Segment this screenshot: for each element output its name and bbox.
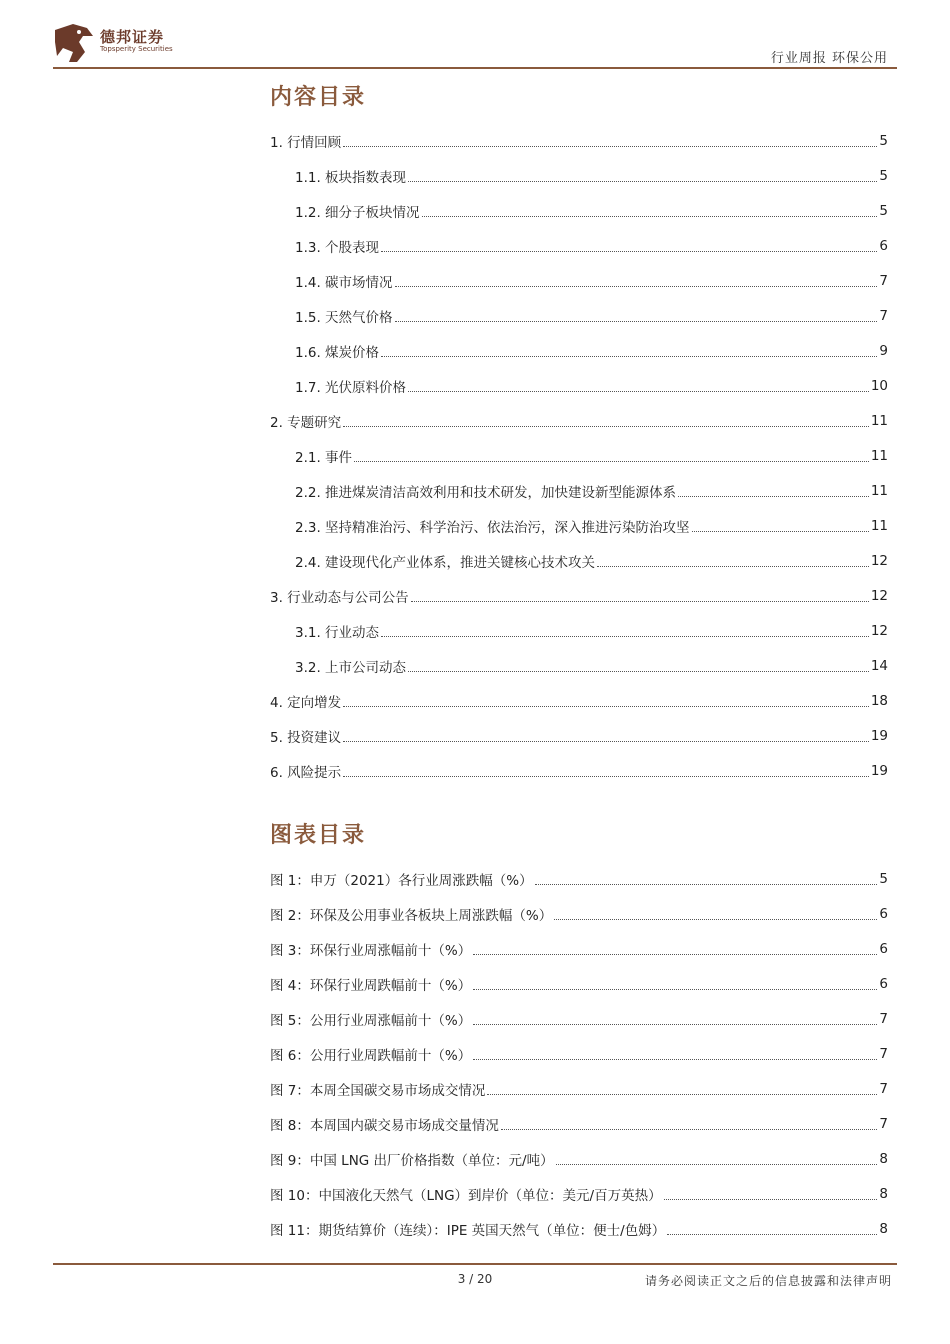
toc-entry-page: 14 [870,657,888,674]
dot-leader [381,635,869,637]
toc-entry[interactable] [270,158,888,193]
figure-entry-page: 6 [879,975,888,992]
figure-entry-page: 7 [879,1080,888,1097]
figure-entry[interactable] [270,861,888,896]
toc-entry[interactable] [270,578,888,613]
dot-leader [395,285,878,287]
footer-divider [53,1263,897,1265]
dot-leader [343,705,869,707]
toc-entry[interactable] [270,753,888,788]
dot-leader [473,953,877,955]
toc-entry-page: 11 [870,482,888,499]
toc-entry-label: 2.3. 坚持精准治污、科学治污、依法治污，深入推进污染防治攻坚 [295,519,690,536]
toc-entry[interactable] [270,298,888,333]
toc-entry-label: 1.7. 光伏原料价格 [295,379,407,396]
report-type: 行业周报 环保公用 [770,51,888,66]
figure-entry-label: 图 7：本周全国碳交易市场成交情况 [270,1082,486,1099]
dot-leader [381,355,877,357]
toc-entry-label: 2.1. 事件 [295,449,353,466]
dragon-logo-icon [53,22,95,64]
figure-entry-page: 7 [879,1115,888,1132]
toc-entry-page: 5 [879,132,888,149]
figure-entry-page: 8 [879,1150,888,1167]
figure-entry[interactable] [270,931,888,966]
toc-entry-page: 10 [870,377,888,394]
toc-entry[interactable] [270,333,888,368]
toc-entry-page: 7 [879,307,888,324]
toc-entry-page: 5 [879,202,888,219]
toc-entry-page: 12 [870,587,888,604]
dot-leader [343,740,869,742]
toc-entry-label: 1.4. 碳市场情况 [295,274,393,291]
figure-entry-page: 6 [879,940,888,957]
header-divider [53,67,897,69]
toc-entry-page: 12 [870,622,888,639]
figure-entry[interactable] [270,1106,888,1141]
dot-leader [473,1058,877,1060]
toc-entry-label: 3.1. 行业动态 [295,624,380,641]
toc-entry-page: 9 [879,342,888,359]
figure-entry-label: 图 2：环保及公用事业各板块上周涨跌幅（%） [270,907,553,924]
figure-entry-label: 图 4：环保行业周跌幅前十（%） [270,977,472,994]
toc-entry[interactable] [270,683,888,718]
dot-leader [411,600,869,602]
figure-entry[interactable] [270,1036,888,1071]
figure-entry-page: 8 [879,1185,888,1202]
toc-entry-label: 2.4. 建设现代化产业体系，推进关键核心技术攻关 [295,554,596,571]
dot-leader [473,1023,877,1025]
dot-leader [692,530,869,532]
figure-entry-label: 图 8：本周国内碳交易市场成交量情况 [270,1117,499,1134]
dot-leader [535,883,878,885]
toc-entry-label: 1.3. 个股表现 [295,239,380,256]
figure-entry-label: 图 3：环保行业周涨幅前十（%） [270,942,472,959]
figure-entry[interactable] [270,896,888,931]
list-of-figures [270,861,888,1246]
figure-entry-label: 图 11：期货结算价（连续）：IPE 英国天然气（单位：便士/色姆） [270,1222,666,1239]
toc-entry-page: 18 [870,692,888,709]
logo-text: 德邦证券 [100,28,165,46]
page-header [0,0,950,72]
dot-leader [473,988,877,990]
figures-title: 图表目录 [270,822,367,848]
toc-entry-page: 6 [879,237,888,254]
figure-entry[interactable] [270,1071,888,1106]
toc-entry[interactable] [270,403,888,438]
figure-entry-page: 5 [879,870,888,887]
toc-entry[interactable] [270,613,888,648]
dot-leader [597,565,869,567]
dot-leader [354,460,869,462]
toc-entry-label: 2. 专题研究 [270,414,342,431]
figure-entry[interactable] [270,1001,888,1036]
toc-entry-page: 19 [870,727,888,744]
dot-leader [343,425,869,427]
dot-leader [664,1198,878,1200]
toc-entry-page: 11 [870,447,888,464]
toc-entry[interactable] [270,718,888,753]
toc-entry-page: 12 [870,552,888,569]
toc-entry-page: 5 [879,167,888,184]
toc-entry-label: 1.5. 天然气价格 [295,309,393,326]
toc-entry[interactable] [270,438,888,473]
figure-entry-label: 图 10：中国液化天然气（LNG）到岸价（单位：美元/百万英热） [270,1187,662,1204]
toc-entry-label: 4. 定向增发 [270,694,342,711]
toc-entry[interactable] [270,263,888,298]
dot-leader [667,1233,877,1235]
disclaimer: 请务必阅读正文之后的信息披露和法律声明 [644,1274,892,1288]
figure-entry-page: 8 [879,1220,888,1237]
toc-entry-label: 2.2. 推进煤炭清洁高效利用和技术研发，加快建设新型能源体系 [295,484,677,501]
logo-subtext: Topsperity Securities [100,45,173,53]
dot-leader [408,180,877,182]
figure-entry-page: 7 [879,1010,888,1027]
toc-entry[interactable] [270,508,888,543]
dot-leader [554,918,877,920]
toc-entry[interactable] [270,193,888,228]
dot-leader [408,670,869,672]
toc-title: 内容目录 [270,84,367,110]
dot-leader [381,250,877,252]
toc-entry[interactable] [270,228,888,263]
figure-entry[interactable] [270,966,888,1001]
toc-entry-page: 7 [879,272,888,289]
toc-entry-label: 1.2. 细分子板块情况 [295,204,420,221]
figure-entry-label: 图 6：公用行业周跌幅前十（%） [270,1047,472,1064]
toc-entry-page: 19 [870,762,888,779]
toc-entry-label: 1. 行情回顾 [270,134,342,151]
toc-entry-label: 3. 行业动态与公司公告 [270,589,409,606]
figure-entry[interactable] [270,1211,888,1246]
dot-leader [343,145,877,147]
dot-leader [343,775,869,777]
figure-entry-label: 图 9：中国 LNG 出厂价格指数（单位：元/吨） [270,1152,554,1169]
table-of-contents [270,123,888,788]
figure-entry-label: 图 1：申万（2021）各行业周涨跌幅（%） [270,872,533,889]
figure-entry[interactable] [270,1176,888,1211]
figure-entry-page: 7 [879,1045,888,1062]
toc-entry-label: 1.6. 煤炭价格 [295,344,380,361]
toc-entry-label: 3.2. 上市公司动态 [295,659,407,676]
page-number: 3 / 20 [457,1272,493,1286]
dot-leader [678,495,869,497]
figure-entry[interactable] [270,1141,888,1176]
toc-entry-label: 1.1. 板块指数表现 [295,169,407,186]
toc-entry-page: 11 [870,517,888,534]
dot-leader [395,320,878,322]
toc-entry[interactable] [270,648,888,683]
toc-entry[interactable] [270,473,888,508]
toc-entry-label: 6. 风险提示 [270,764,342,781]
figure-entry-page: 6 [879,905,888,922]
dot-leader [408,390,869,392]
dot-leader [487,1093,877,1095]
figure-entry-label: 图 5：公用行业周涨幅前十（%） [270,1012,472,1029]
toc-entry[interactable] [270,123,888,158]
dot-leader [556,1163,878,1165]
toc-entry[interactable] [270,368,888,403]
dot-leader [422,215,878,217]
toc-entry[interactable] [270,543,888,578]
toc-entry-page: 11 [870,412,888,429]
toc-entry-label: 5. 投资建议 [270,729,342,746]
dot-leader [501,1128,878,1130]
